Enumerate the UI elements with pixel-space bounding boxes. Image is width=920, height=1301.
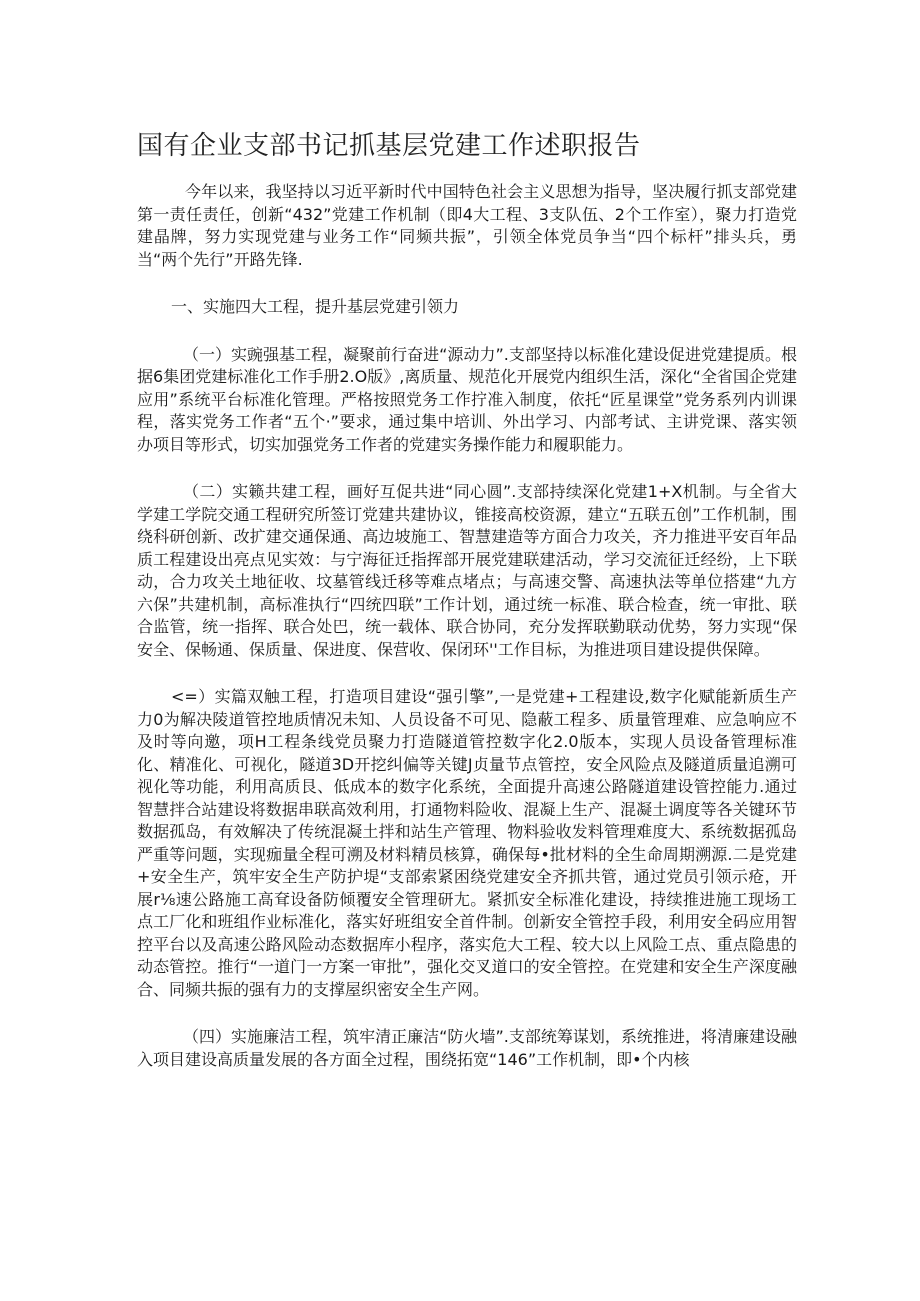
document-title: 国有企业支部书记抓基层党建工作述职报告 bbox=[137, 131, 641, 161]
subsection-paragraph-1: （一）实豌强基工程，凝聚前行奋进“源动力”.支部坚持以标准化建设促进党建提质。根据6集团党建标准化工作手册2.O版》,离质量、规范化开展党内组织生活，深化“全省国企党建应用”系统平台标准化管理。严格按照党务工作拧准入制度，依托“匠星课堂”党务系列内训课程，落实党务工作者“五个·”要求，通过集中培训、外出学习、内部考试、主讲党课、落实领办项目等形式，切实加强党务工作者的党建实务操作能力和履职能力。 bbox=[137, 344, 797, 454]
document-body bbox=[137, 181, 797, 1096]
section-heading: 一、实施四大工程，提升基层党建引领力 bbox=[171, 297, 460, 316]
subsection-paragraph-2: （二）实籁共建工程，画好互促共进“同心圆”.支部持续深化党建1+X机制。与全省大学建工学院交通工程研究所签订党建共建协议，锥接高校资源，建立“五联五创”工作机制，围绕科研创新、改扩建交通保通、高边坡施工、智慧建造等方面合力攻关，齐力推进平安百年品质工程建设出亮点见实效：与宁海征迁指挥部开展党建联建活动，学习交流征迁经纷，上下联动，合力攻关土地征收、坟墓管线迁移等难点堵点；与高速交警、高速执法等单位搭建“九方六保”共建机制，高标准执行“四统四联”工作计划，通过统一标准、联合检查，统一审批、联合监管，统一指挥、联合处巴，统一载体、联合协同，充分发挥联勤联动优势，努力实现“保安全、保畅通、保质量、保进度、保营收、保闭环''工作目标，为推进项目建设提供保障。 bbox=[137, 482, 797, 659]
subsection-paragraph-4: （四）实施廉洁工程，筑牢清正廉洁“防火墙”.支部统筹谋划，系统推进，将清廉建设融入项目建设高质量发展的各方面全过程，围绕拓宽“146”工作机制，即•个内核 bbox=[137, 1027, 797, 1069]
subsection-paragraph-3: <=）实篇双触工程，打造项目建设“强引擎”,一是党建+工程建设,数字化赋能新质生产力0为解决陵道管控地质情况未知、人员设备不可见、隐蔽工程多、质量管理难、应急响应不及时等向邀，项H工程条线党员聚力打造隧道管控数字化2.0版本，实现人员设备管理标准化、精准化、可视化，隧道3D开挖纠偏等关键J贞量节点管控，安全风险点及隧道质量追溯可视化等功能，利用高质艮、低成本的数字化系统，全面提升高速公路隧道建设管控能力.通过智慧拌合站建设将数据串联高效利用，打通物料险收、混凝上生产、混凝土调度等各关键环节数据孤岛，有效解决了传统混凝土拌和站生产管理、物料验收发料管理难度大、系统数据孤岛严重等问题，实现痂量全程可溯及材料精员核算，确保每•批材料的全生命周期溯源.二是党建+安全生产，筑牢安全生产防护堤“支部索紧困绕党建安全齐抓共管，通过党员引领示疮，开展r⅛速公路施工高耷设备防倾覆安全管理研尢。紧抓安全标准化建设，持续推进施工现场工点工厂化和班组作业标准化，落实好班组安全首件制。创新安全管控手段，利用安全码应用智控平台以及高速公路风险动态数据库小程序，落实危大工程、较大以上风险工点、重点隐患的动态管控。推行“一道门一方案一审批”，强化交叉道口的安全管控。在党建和安全生产深度融合、同频共振的强有力的支撑屋织密安全生产网。 bbox=[137, 687, 797, 999]
intro-paragraph: 今年以来，我坚持以习近平新时代中国特色社会主义思想为指导，坚决履行抓支部党建第一责任责任，创新“432”党建工作机制（即4大工程、3支队伍、2个工作室），聚力打造党建晶牌，努力实现党建与业务工作“同频共振”，引领全体党员争当“四个标杆”排头兵，勇当“两个先行”开路先锋. bbox=[137, 182, 797, 269]
